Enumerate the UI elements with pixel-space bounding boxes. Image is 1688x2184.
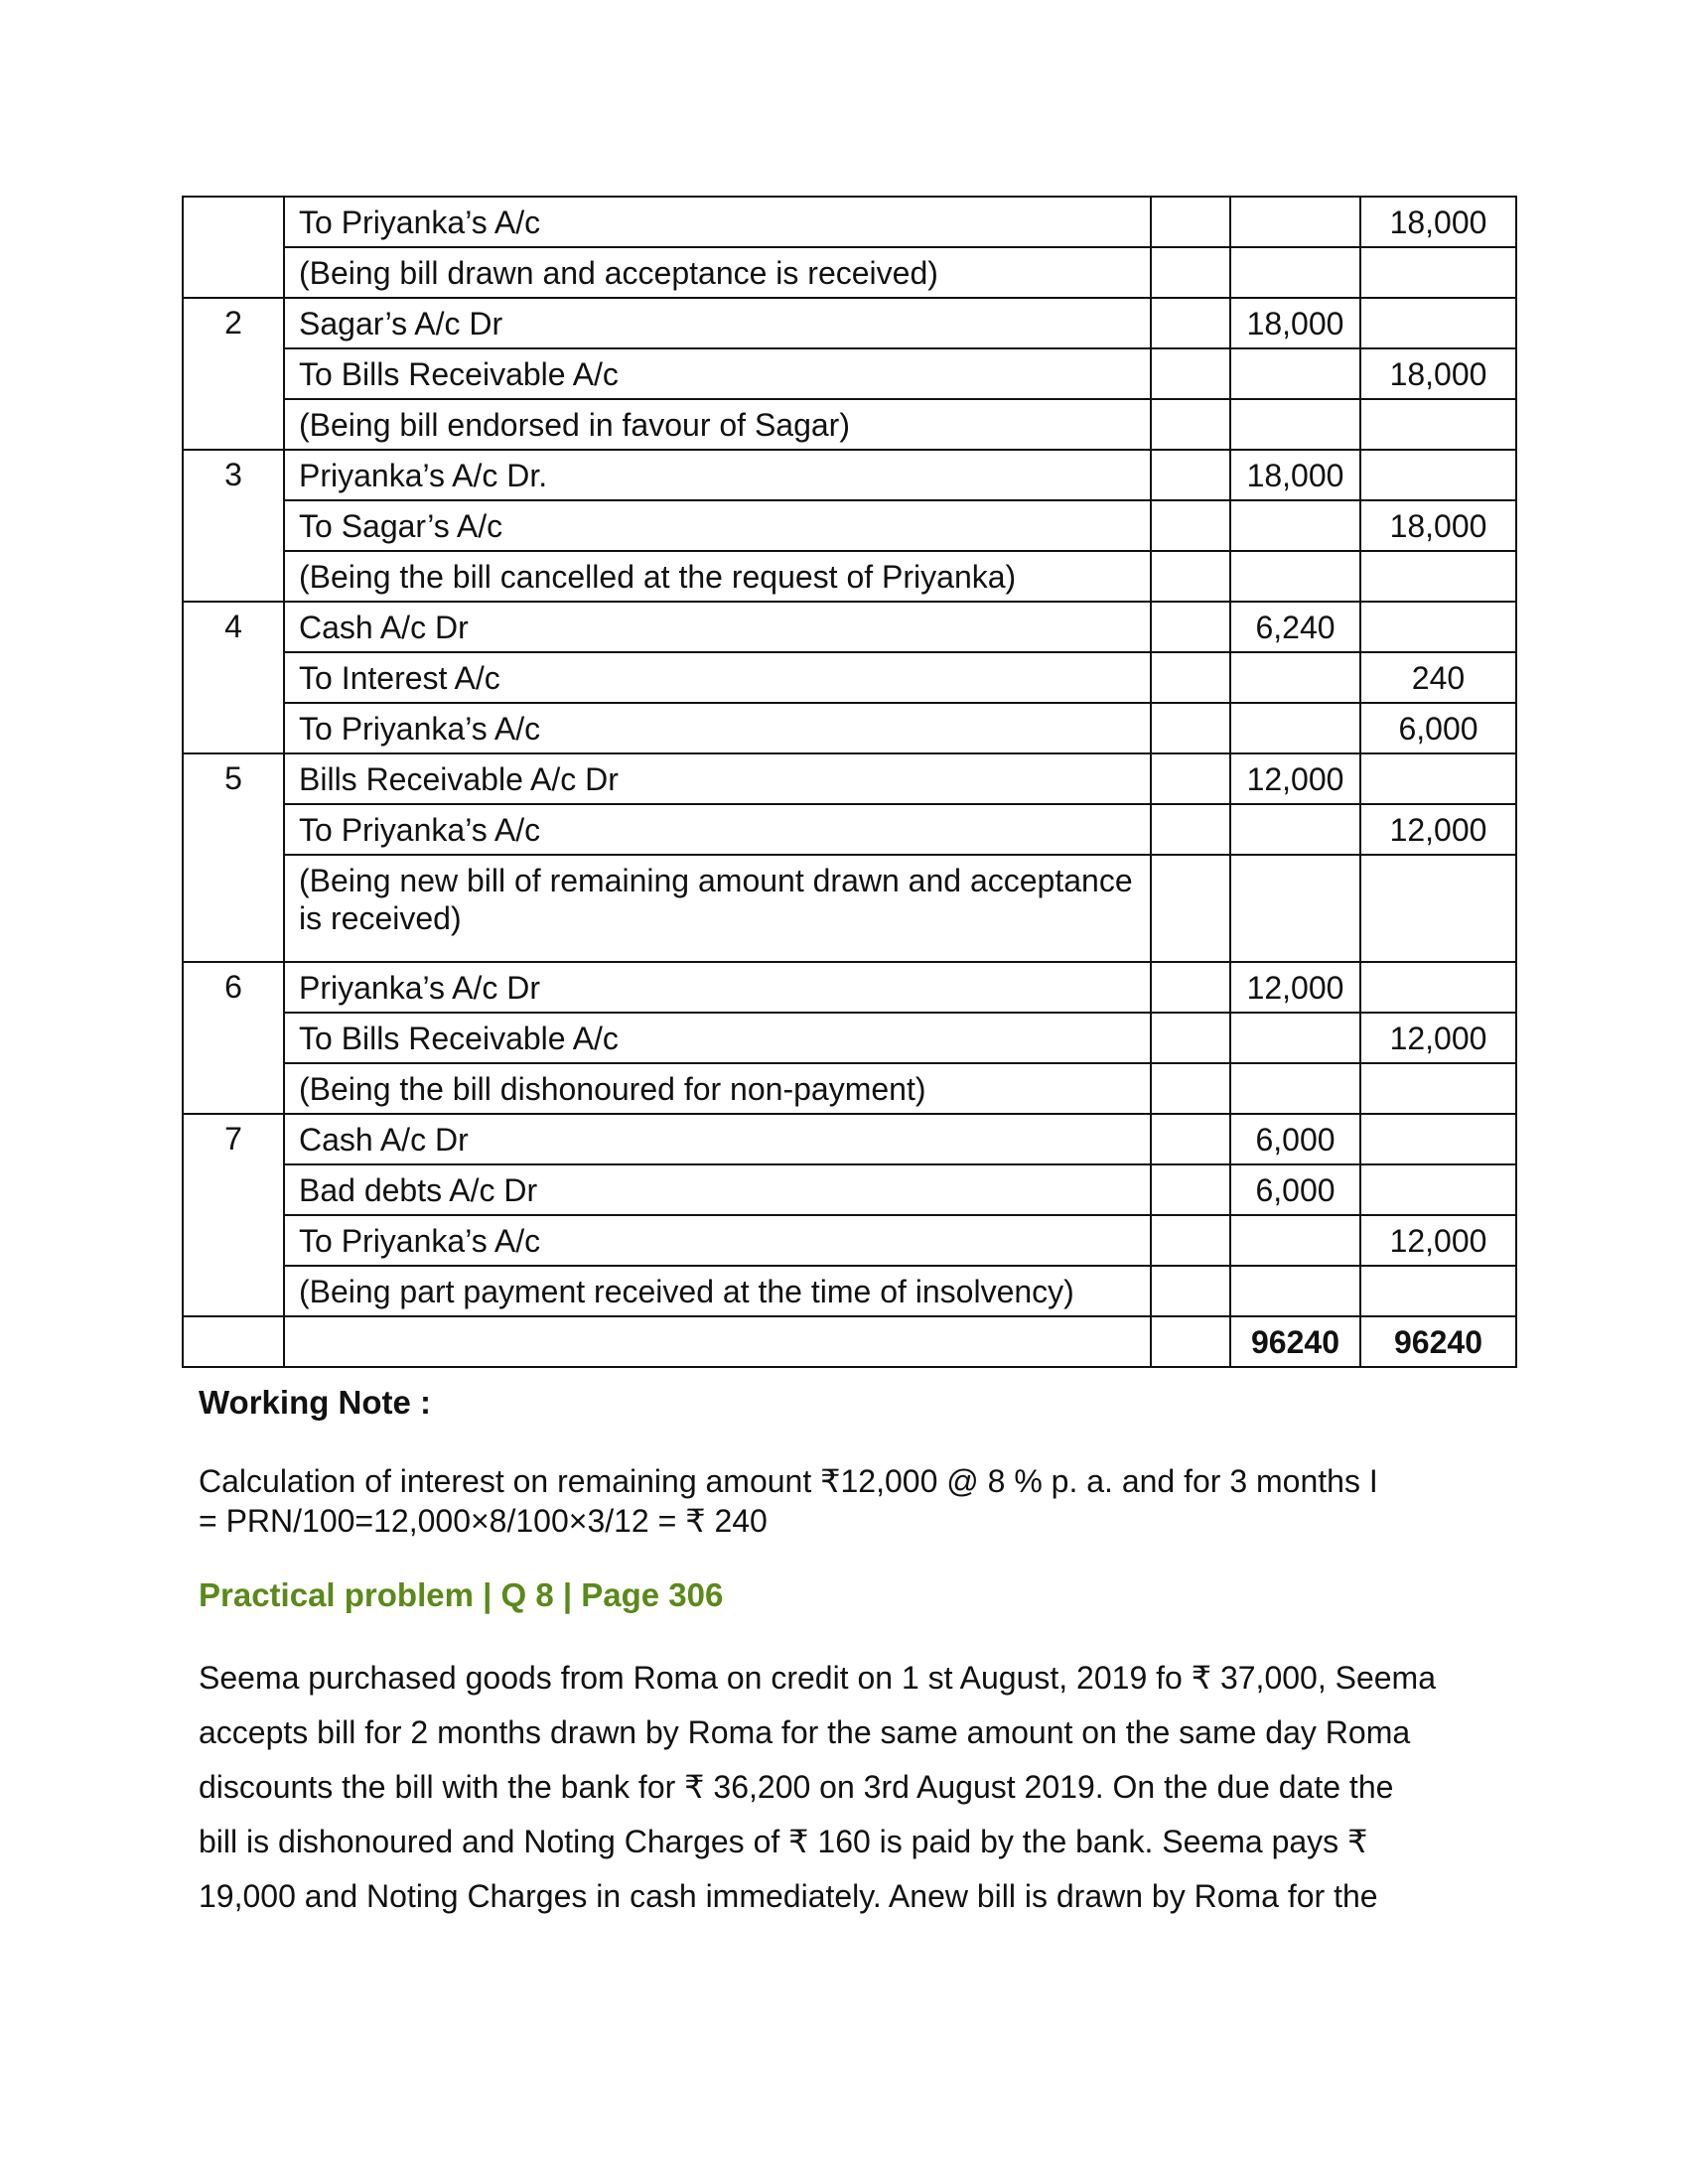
total-date-cell	[183, 1316, 284, 1367]
lf-cell	[1151, 703, 1230, 753]
credit-cell: 12,000	[1360, 804, 1516, 855]
particulars-cell: To Priyanka’s A/c	[284, 197, 1151, 247]
lf-cell	[1151, 855, 1230, 962]
credit-cell: 12,000	[1360, 1013, 1516, 1063]
table-row	[183, 450, 1516, 500]
lf-cell	[1151, 348, 1230, 399]
lf-cell	[1151, 298, 1230, 348]
total-particulars-cell	[284, 1316, 1151, 1367]
lf-cell	[1151, 500, 1230, 551]
particulars-cell: Bad debts A/c Dr	[284, 1164, 1151, 1215]
lf-cell	[1151, 804, 1230, 855]
debit-cell: 6,240	[1230, 602, 1360, 652]
narration-cell: (Being bill endorsed in favour of Sagar)	[284, 399, 1151, 450]
table-row	[183, 1013, 1516, 1063]
problem-line: accepts bill for 2 months drawn by Roma for the same amount on the same day Roma	[199, 1714, 1411, 1750]
entry-number-cell	[183, 197, 284, 298]
narration-cell: (Being the bill cancelled at the request of Priyanka)	[284, 551, 1151, 602]
table-row	[183, 247, 1516, 298]
working-note-line: = PRN/100=12,000×8/100×3/12 = ₹ 240	[199, 1503, 768, 1539]
table-row	[183, 804, 1516, 855]
narration-cell: (Being new bill of remaining amount drawn and acceptance is received)	[284, 855, 1151, 962]
table-row	[183, 1063, 1516, 1114]
credit-cell	[1360, 1266, 1516, 1316]
lf-cell	[1151, 247, 1230, 298]
debit-cell: 12,000	[1230, 753, 1360, 804]
lf-cell	[1151, 450, 1230, 500]
lf-cell	[1151, 1266, 1230, 1316]
entry-number-cell: 5	[183, 753, 284, 962]
table-row	[183, 298, 1516, 348]
particulars-cell: To Sagar’s A/c	[284, 500, 1151, 551]
debit-cell	[1230, 1013, 1360, 1063]
credit-cell	[1360, 298, 1516, 348]
table-row	[183, 855, 1516, 962]
total-credit-cell: 96240	[1360, 1316, 1516, 1367]
debit-cell: 18,000	[1230, 450, 1360, 500]
practical-problem-heading: Practical problem | Q 8 | Page 306	[199, 1576, 724, 1613]
debit-cell	[1230, 500, 1360, 551]
debit-cell	[1230, 197, 1360, 247]
debit-cell	[1230, 703, 1360, 753]
lf-cell	[1151, 753, 1230, 804]
lf-cell	[1151, 652, 1230, 703]
particulars-cell: To Priyanka’s A/c	[284, 804, 1151, 855]
credit-cell: 18,000	[1360, 197, 1516, 247]
table-row	[183, 197, 1516, 247]
lf-cell	[1151, 602, 1230, 652]
credit-cell	[1360, 855, 1516, 962]
lf-cell	[1151, 1063, 1230, 1114]
table-row	[183, 399, 1516, 450]
table-row	[183, 1114, 1516, 1164]
table-row	[183, 348, 1516, 399]
table-row	[183, 602, 1516, 652]
entry-number-cell: 3	[183, 450, 284, 602]
particulars-cell: To Priyanka’s A/c	[284, 1215, 1151, 1266]
debit-cell: 6,000	[1230, 1114, 1360, 1164]
total-debit-cell: 96240	[1230, 1316, 1360, 1367]
table-row	[183, 1164, 1516, 1215]
credit-cell	[1360, 753, 1516, 804]
lf-cell	[1151, 1215, 1230, 1266]
debit-cell	[1230, 1063, 1360, 1114]
lf-cell	[1151, 1013, 1230, 1063]
credit-cell	[1360, 551, 1516, 602]
total-row	[183, 1316, 1516, 1367]
particulars-cell: Cash A/c Dr	[284, 1114, 1151, 1164]
problem-line: 19,000 and Noting Charges in cash immediately. Anew bill is drawn by Roma for the	[199, 1878, 1378, 1914]
particulars-cell: Priyanka’s A/c Dr	[284, 962, 1151, 1013]
debit-cell	[1230, 551, 1360, 602]
table-row	[183, 703, 1516, 753]
lf-cell	[1151, 399, 1230, 450]
lf-cell	[1151, 551, 1230, 602]
table-row	[183, 962, 1516, 1013]
debit-cell: 6,000	[1230, 1164, 1360, 1215]
credit-cell: 18,000	[1360, 348, 1516, 399]
credit-cell	[1360, 602, 1516, 652]
table-row	[183, 1266, 1516, 1316]
narration-cell: (Being the bill dishonoured for non-payment)	[284, 1063, 1151, 1114]
lf-cell	[1151, 197, 1230, 247]
lf-cell	[1151, 962, 1230, 1013]
debit-cell	[1230, 855, 1360, 962]
entry-number-cell: 2	[183, 298, 284, 450]
practical-problem-text	[199, 1651, 1489, 1924]
credit-cell: 18,000	[1360, 500, 1516, 551]
particulars-cell: Cash A/c Dr	[284, 602, 1151, 652]
problem-line: bill is dishonoured and Noting Charges of ₹ 160 is paid by the bank. Seema pays ₹	[199, 1824, 1368, 1859]
total-lf-cell	[1151, 1316, 1230, 1367]
particulars-cell: To Priyanka’s A/c	[284, 703, 1151, 753]
debit-cell	[1230, 1215, 1360, 1266]
credit-cell: 6,000	[1360, 703, 1516, 753]
table-row	[183, 500, 1516, 551]
particulars-cell: To Bills Receivable A/c	[284, 348, 1151, 399]
debit-cell	[1230, 399, 1360, 450]
debit-cell	[1230, 804, 1360, 855]
credit-cell	[1360, 450, 1516, 500]
table-row	[183, 551, 1516, 602]
particulars-cell: Bills Receivable A/c Dr	[284, 753, 1151, 804]
narration-cell: (Being part payment received at the time of insolvency)	[284, 1266, 1151, 1316]
problem-line: discounts the bill with the bank for ₹ 36,200 on 3rd August 2019. On the due date the	[199, 1769, 1394, 1805]
credit-cell	[1360, 1063, 1516, 1114]
particulars-cell: To Bills Receivable A/c	[284, 1013, 1151, 1063]
credit-cell: 240	[1360, 652, 1516, 703]
debit-cell	[1230, 1266, 1360, 1316]
credit-cell	[1360, 247, 1516, 298]
working-note-line: Calculation of interest on remaining amount ₹12,000 @ 8 % p. a. and for 3 months I	[199, 1463, 1378, 1499]
debit-cell	[1230, 348, 1360, 399]
narration-cell: (Being bill drawn and acceptance is received)	[284, 247, 1151, 298]
debit-cell	[1230, 652, 1360, 703]
particulars-cell: Priyanka’s A/c Dr.	[284, 450, 1151, 500]
credit-cell	[1360, 1164, 1516, 1215]
credit-cell	[1360, 399, 1516, 450]
working-note-text	[199, 1461, 1489, 1541]
working-note-heading: Working Note :	[199, 1384, 432, 1421]
table-row	[183, 652, 1516, 703]
credit-cell	[1360, 1114, 1516, 1164]
credit-cell: 12,000	[1360, 1215, 1516, 1266]
particulars-cell: To Interest A/c	[284, 652, 1151, 703]
debit-cell: 18,000	[1230, 298, 1360, 348]
lf-cell	[1151, 1114, 1230, 1164]
table-row	[183, 1215, 1516, 1266]
table-row	[183, 753, 1516, 804]
debit-cell	[1230, 247, 1360, 298]
entry-number-cell: 7	[183, 1114, 284, 1316]
problem-line: Seema purchased goods from Roma on credit on 1 st August, 2019 fo ₹ 37,000, Seema	[199, 1660, 1436, 1696]
lf-cell	[1151, 1164, 1230, 1215]
entry-number-cell: 4	[183, 602, 284, 753]
particulars-cell: Sagar’s A/c Dr	[284, 298, 1151, 348]
journal-table	[182, 196, 1517, 1368]
entry-number-cell: 6	[183, 962, 284, 1114]
credit-cell	[1360, 962, 1516, 1013]
debit-cell: 12,000	[1230, 962, 1360, 1013]
